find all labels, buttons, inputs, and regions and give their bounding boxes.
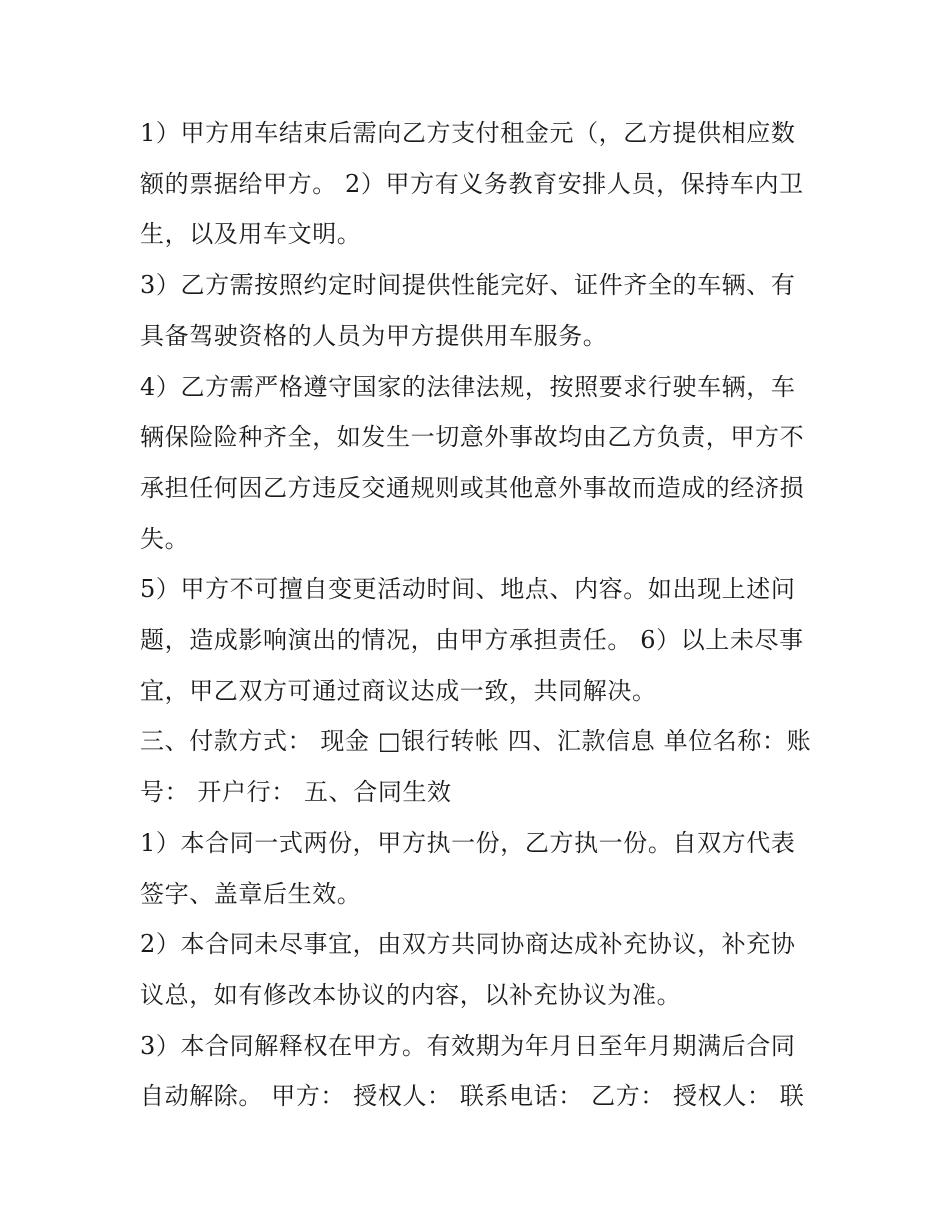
document-page (140, 108, 820, 1122)
clause-paragraph: 1）本合同一式两份，甲方执一份，乙方执一份。自双方代表签字、盖章后生效。 (140, 828, 796, 908)
clause-paragraph: 3）乙方需按照约定时间提供性能完好、证件齐全的车辆、有具备驾驶资格的人员为甲方提供用车服务。 (140, 271, 796, 350)
clause-paragraph: 2）本合同未尽事宜，由双方共同协商达成补充协议，补充协议总，如有修改本协议的内容，以补充协议为准。 (140, 930, 796, 1009)
clause-paragraph: 1）甲方用车结束后需向乙方支付租金元（，乙方提供相应数额的票据给甲方。 2）甲方有义务教育安排人员，保持车内卫生，以及用车文明。 (140, 119, 804, 249)
clause-paragraph: 5）甲方不可擅自变更活动时间、地点、内容。如出现上述问题，造成影响演出的情况，由甲方承担责任。 6）以上未尽事宜，甲乙双方可通过商议达成一致，共同解决。 (140, 575, 804, 705)
payment-section: 三、付款方式： 现金 □银行转帐 四、汇款信息 单位名称：账号： 开户行： 五、合同生效 (140, 727, 812, 807)
clause-paragraph: 4）乙方需严格遵守国家的法律法规，按照要求行驶车辆，车辆保险险种齐全，如发生一切意外事故均由乙方负责，甲方不承担任何因乙方违反交通规则或其他意外事故而造成的经济损失。 (140, 372, 805, 553)
clause-paragraph: 3）本合同解释权在甲方。有效期为年月日至年月期满后合同自动解除。 甲方： 授权人： 联系电话： 乙方： 授权人： 联 (140, 1031, 805, 1111)
